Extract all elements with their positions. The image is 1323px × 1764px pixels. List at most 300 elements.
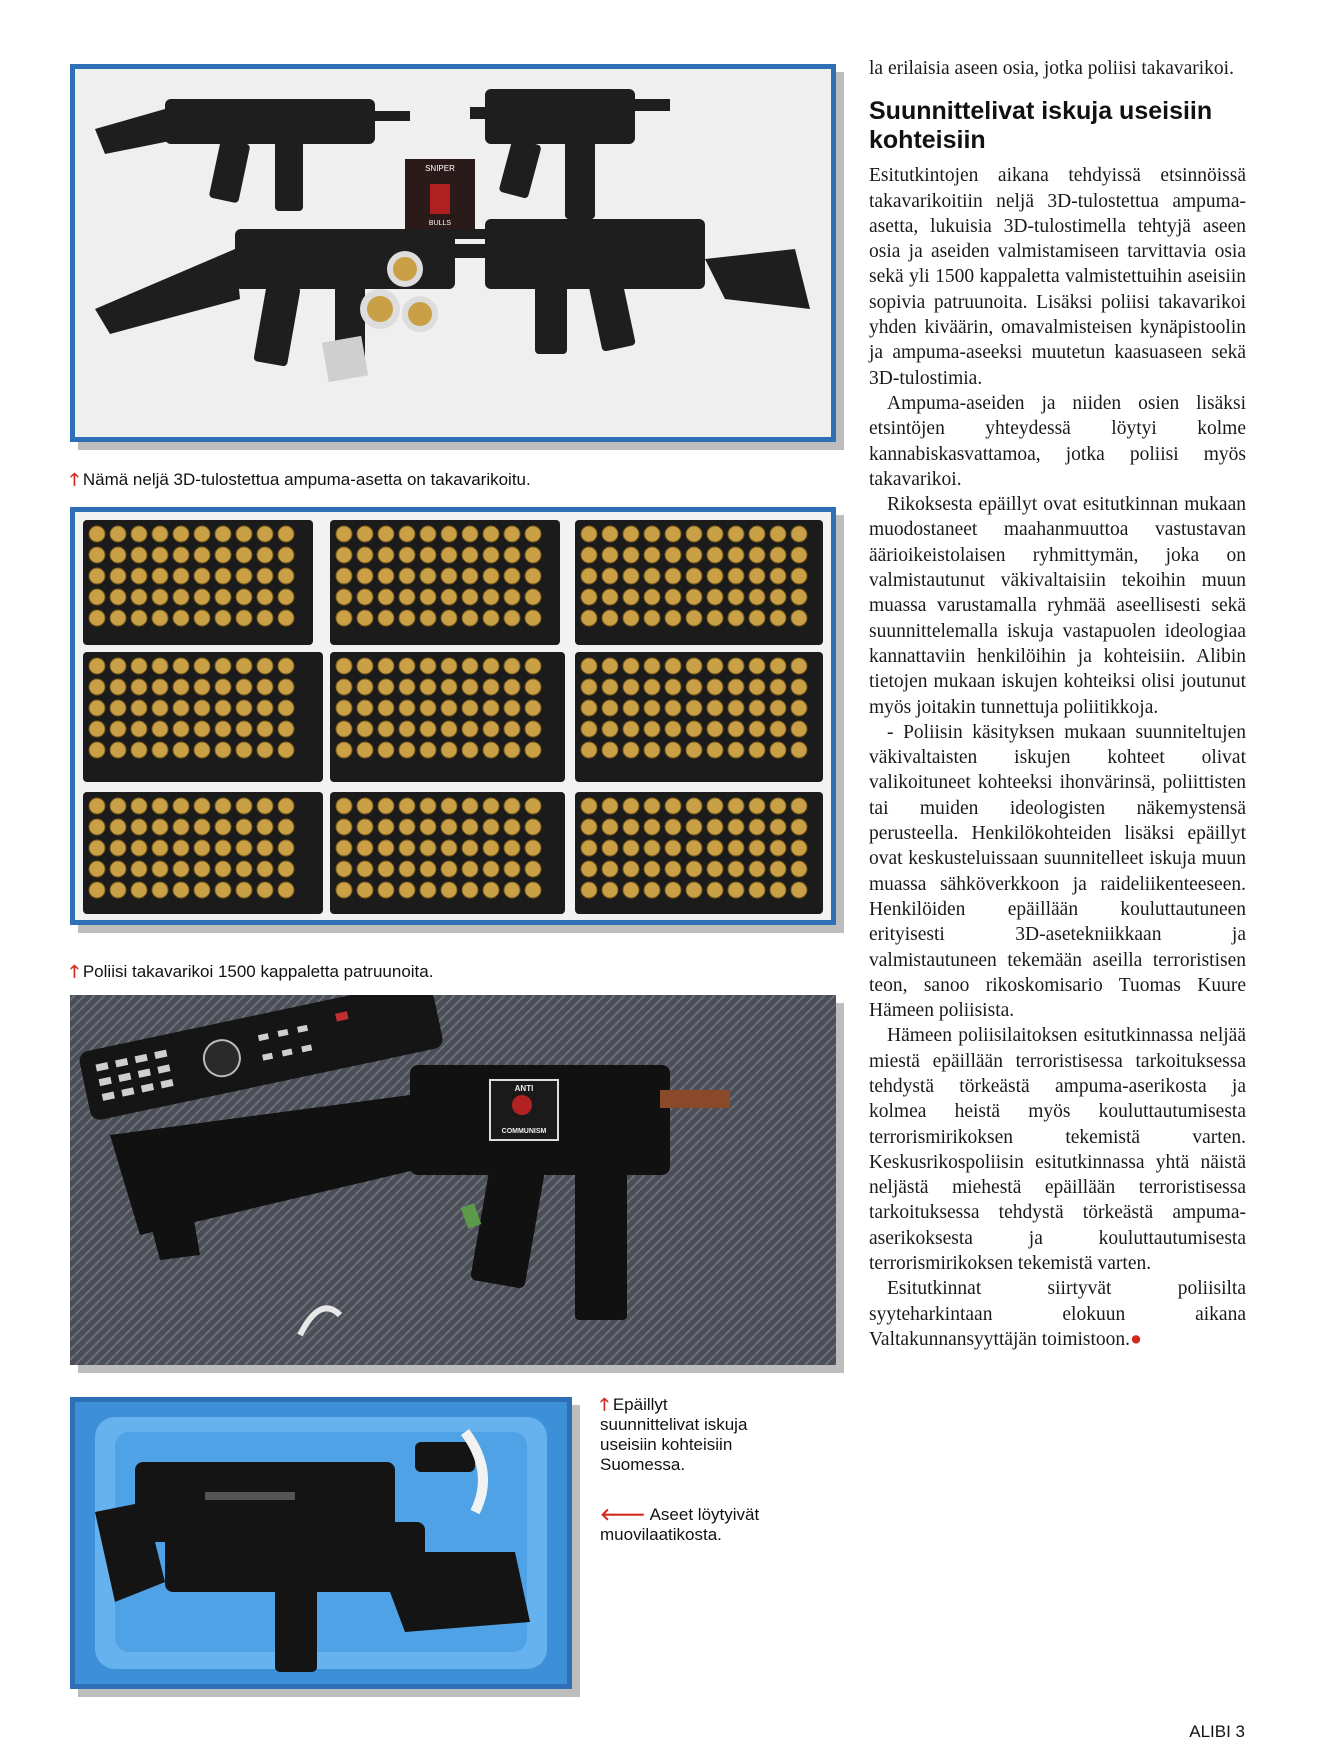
cartridge (728, 721, 744, 737)
cartridge (336, 861, 352, 877)
cartridge (686, 679, 702, 695)
cartridge (278, 610, 294, 626)
cartridge (644, 568, 660, 584)
cartridge (420, 700, 436, 716)
cartridge (791, 589, 807, 605)
cartridge (504, 679, 520, 695)
cartridge (378, 700, 394, 716)
cartridge (462, 547, 478, 563)
cartridge (441, 798, 457, 814)
caption-guns-text: Nämä neljä 3D-tulostettua ampuma-asetta on takavarikoitu. (82, 470, 531, 489)
cartridge (257, 610, 273, 626)
cartridge (378, 658, 394, 674)
cartridge (399, 840, 415, 856)
cartridge (581, 861, 597, 877)
cartridge (749, 882, 765, 898)
cartridge (110, 526, 126, 542)
cartridge (770, 547, 786, 563)
cartridge (791, 742, 807, 758)
cartridge (152, 742, 168, 758)
cartridge (357, 798, 373, 814)
cartridge (131, 742, 147, 758)
cartridge (770, 882, 786, 898)
cartridge (665, 819, 681, 835)
cartridge (525, 526, 541, 542)
cartridge (686, 658, 702, 674)
carpet-image (70, 995, 836, 1365)
cartridge (152, 721, 168, 737)
cartridge (420, 840, 436, 856)
cartridge (89, 568, 105, 584)
cartridge (378, 547, 394, 563)
cartridge (770, 798, 786, 814)
cartridge (399, 547, 415, 563)
cartridge (707, 679, 723, 695)
cartridge (707, 526, 723, 542)
cartridge (110, 658, 126, 674)
cartridge (581, 721, 597, 737)
cartridge (462, 700, 478, 716)
caption-box-2-text: Aseet löytyivät muovilaatikosta. (600, 1505, 760, 1544)
cartridge (602, 882, 618, 898)
cartridge (623, 882, 639, 898)
cartridge (131, 882, 147, 898)
cartridge (378, 882, 394, 898)
cartridge (686, 840, 702, 856)
cartridge (749, 840, 765, 856)
cartridge (728, 547, 744, 563)
cartridge (152, 526, 168, 542)
cartridge (152, 547, 168, 563)
cartridge (173, 742, 189, 758)
cartridge (770, 700, 786, 716)
cartridge (357, 882, 373, 898)
cartridge (336, 547, 352, 563)
cartridge (110, 882, 126, 898)
cartridge (357, 547, 373, 563)
cartridge (278, 679, 294, 695)
cartridge (770, 721, 786, 737)
cartridge (278, 798, 294, 814)
cartridge (152, 700, 168, 716)
cartridge (441, 658, 457, 674)
cartridge (749, 742, 765, 758)
cartridge (420, 568, 436, 584)
cartridge (173, 721, 189, 737)
cartridge (728, 882, 744, 898)
cartridge (131, 721, 147, 737)
cartridge (441, 568, 457, 584)
photo-guns (70, 64, 836, 442)
cartridge (236, 882, 252, 898)
cartridge (581, 679, 597, 695)
photo-ammo (70, 507, 836, 925)
cartridge (623, 721, 639, 737)
cartridge (194, 700, 210, 716)
cartridge (110, 679, 126, 695)
cartridge (770, 819, 786, 835)
cartridge (791, 700, 807, 716)
caption-ammo-text: Poliisi takavarikoi 1500 kappaletta patruunoita. (82, 962, 434, 981)
cartridge (110, 798, 126, 814)
cartridge (257, 798, 273, 814)
cartridge (420, 721, 436, 737)
cartridge (749, 679, 765, 695)
cartridge (336, 840, 352, 856)
cartridge (770, 568, 786, 584)
cartridge (504, 568, 520, 584)
article-paragraph: Hämeen poliisilaitoksen esitutkinnassa neljää miestä epäillään terroristisessa tarkoituksessa tehdystä törkeästä ampuma-aserikosta ja kolmea heistä myös kouluttautumisesta terrorismirikoksen tekemistä varten. Keskusrikospoliisin esitutkinnassa yhtä näistä neljästä miehestä epäillään terroristisessa tarkoituksessa tehdystä törkeästä ampuma-aserikoksesta ja kouluttautumisesta terrorismirikoksen tekemistä varten. (869, 1025, 1246, 1275)
cartridge (728, 861, 744, 877)
cartridge (152, 658, 168, 674)
cartridge (357, 721, 373, 737)
cartridge (278, 840, 294, 856)
cartridge (644, 679, 660, 695)
cartridge (152, 819, 168, 835)
cartridge (399, 589, 415, 605)
cartridge (420, 658, 436, 674)
cartridge (110, 568, 126, 584)
cartridge (462, 610, 478, 626)
cartridge (131, 819, 147, 835)
cartridge (336, 798, 352, 814)
cartridge (791, 526, 807, 542)
cartridge (665, 742, 681, 758)
cartridge (623, 798, 639, 814)
cartridge (89, 721, 105, 737)
cartridge (686, 568, 702, 584)
cartridge (336, 700, 352, 716)
cartridge (194, 840, 210, 856)
cartridge (791, 861, 807, 877)
cartridge (665, 721, 681, 737)
cartridge (462, 840, 478, 856)
cartridge (483, 742, 499, 758)
article-paragraph: Rikoksesta epäillyt ovat esitutkinnan mukaan muodostaneet maahanmuuttoa vastustavan äärioikeistolaisen ryhmittymän, joka on valmistautunut väkivaltaisiin tekoihin muun muassa varustamalla ryhmää aseellisesti sekä suunnittelemalla iskuja vastapuolen ideologiaa kannattaviin henkilöihin ja kohteisiin. Alibin tietojen mukaan iskujen kohteiksi olisi joutunut myös joitakin tunnettuja poliitikkoja. (869, 494, 1246, 718)
cartridge (357, 840, 373, 856)
cartridge (707, 861, 723, 877)
cartridge (236, 568, 252, 584)
cartridge (686, 547, 702, 563)
cd-label-bottom: BULLS (428, 220, 452, 227)
cartridge (525, 589, 541, 605)
cartridge (602, 610, 618, 626)
cartridge (581, 610, 597, 626)
cartridge (644, 861, 660, 877)
cartridge (623, 819, 639, 835)
cartridge (483, 547, 499, 563)
cartridge (336, 610, 352, 626)
cartridge (420, 679, 436, 695)
cartridge (89, 861, 105, 877)
cartridge (602, 526, 618, 542)
cartridge (581, 798, 597, 814)
cartridge (770, 840, 786, 856)
cartridge (173, 882, 189, 898)
cartridge (665, 610, 681, 626)
arrow-up-icon: 🡑 (600, 1395, 609, 1414)
cartridge (581, 840, 597, 856)
cartridge (623, 700, 639, 716)
cartridge (194, 882, 210, 898)
cartridge (378, 861, 394, 877)
cartridge (89, 679, 105, 695)
cartridge (686, 721, 702, 737)
cartridge (236, 742, 252, 758)
cartridge (665, 568, 681, 584)
cartridge (749, 798, 765, 814)
cartridge (749, 547, 765, 563)
cartridge (581, 526, 597, 542)
cartridge (602, 742, 618, 758)
cartridge (728, 589, 744, 605)
cartridge (131, 798, 147, 814)
cartridge (665, 679, 681, 695)
cartridge (257, 882, 273, 898)
cartridge (791, 547, 807, 563)
cartridge (462, 819, 478, 835)
cartridge (462, 798, 478, 814)
cartridge (173, 526, 189, 542)
cartridge (378, 798, 394, 814)
cartridge (257, 819, 273, 835)
cartridge (378, 610, 394, 626)
cartridge (131, 568, 147, 584)
cartridge (623, 742, 639, 758)
cartridge (215, 819, 231, 835)
cartridge (791, 840, 807, 856)
cartridge (623, 679, 639, 695)
cartridge (378, 819, 394, 835)
cartridge (686, 861, 702, 877)
cartridge (770, 679, 786, 695)
cartridge (749, 700, 765, 716)
cartridge (194, 721, 210, 737)
cartridge (602, 798, 618, 814)
cartridge (152, 679, 168, 695)
cartridge (581, 882, 597, 898)
cartridge (686, 819, 702, 835)
cartridge (525, 610, 541, 626)
cartridge (131, 679, 147, 695)
cartridge (728, 840, 744, 856)
cartridge (378, 840, 394, 856)
cartridge (399, 610, 415, 626)
cartridge (152, 589, 168, 605)
cartridge (357, 610, 373, 626)
cartridge (707, 658, 723, 674)
cartridge (602, 721, 618, 737)
cartridge (257, 742, 273, 758)
cartridge (770, 610, 786, 626)
cartridge (504, 742, 520, 758)
cartridge (236, 589, 252, 605)
article-paragraph-last (869, 1276, 1246, 1352)
cartridge (749, 861, 765, 877)
cartridge (194, 547, 210, 563)
cartridge (110, 840, 126, 856)
cartridge (236, 658, 252, 674)
cartridge (357, 819, 373, 835)
cartridge (278, 568, 294, 584)
cartridge (749, 658, 765, 674)
cartridge (257, 568, 273, 584)
cartridge (110, 547, 126, 563)
cartridge (483, 610, 499, 626)
cartridge (236, 547, 252, 563)
cartridge (770, 658, 786, 674)
cartridge (215, 721, 231, 737)
cartridge (525, 679, 541, 695)
cartridge (686, 526, 702, 542)
cartridge (602, 568, 618, 584)
cartridge (257, 526, 273, 542)
arrow-up-icon: 🡑 (70, 470, 79, 489)
cartridge (131, 610, 147, 626)
cartridge (257, 721, 273, 737)
cartridge (441, 861, 457, 877)
cartridge (236, 610, 252, 626)
cartridge (462, 721, 478, 737)
cartridge (504, 658, 520, 674)
cartridge (770, 589, 786, 605)
cartridge (152, 840, 168, 856)
cartridge (336, 721, 352, 737)
cartridge (420, 861, 436, 877)
arrow-left-icon: 🡐 (600, 1505, 646, 1524)
cartridge (602, 819, 618, 835)
cartridge (504, 526, 520, 542)
cartridge (215, 547, 231, 563)
cartridge (462, 589, 478, 605)
caption-box-2 (600, 1505, 770, 1545)
guns-image (75, 69, 831, 437)
cartridge (131, 547, 147, 563)
cartridge (462, 882, 478, 898)
cartridge (483, 526, 499, 542)
cartridge (257, 589, 273, 605)
cartridge (194, 679, 210, 695)
cartridge (441, 610, 457, 626)
cartridge (215, 610, 231, 626)
cartridge (644, 658, 660, 674)
cartridge (236, 526, 252, 542)
cartridge (483, 721, 499, 737)
cartridge (173, 798, 189, 814)
cartridge (441, 840, 457, 856)
cartridge (194, 610, 210, 626)
cartridge (152, 798, 168, 814)
cartridge (581, 819, 597, 835)
cartridge (707, 547, 723, 563)
cartridge (378, 568, 394, 584)
cartridge (525, 861, 541, 877)
page-footer: ALIBI 3 (1189, 1722, 1245, 1741)
cartridge (89, 547, 105, 563)
cartridge (707, 798, 723, 814)
cartridge (602, 547, 618, 563)
cartridge (420, 798, 436, 814)
article-paragraph: Ampuma-aseiden ja niiden osien lisäksi etsintöjen yhteydessä löytyi kolme kannabiskasvattamoa, jotka poliisi myös takavarikoi. (869, 392, 1246, 490)
cartridge (89, 840, 105, 856)
cartridge (623, 547, 639, 563)
cartridge (504, 840, 520, 856)
cartridge (504, 819, 520, 835)
cartridge (236, 679, 252, 695)
cartridge (215, 882, 231, 898)
cartridge (791, 819, 807, 835)
cartridge (378, 526, 394, 542)
cartridge (623, 861, 639, 877)
arrow-up-icon: 🡑 (70, 962, 79, 981)
cartridge (644, 526, 660, 542)
cartridge (770, 526, 786, 542)
cartridge (336, 742, 352, 758)
caption-box-1 (600, 1395, 770, 1475)
cartridge (215, 679, 231, 695)
cartridge (152, 861, 168, 877)
cartridge (399, 526, 415, 542)
cartridge (483, 798, 499, 814)
cartridge (152, 882, 168, 898)
cartridge (525, 721, 541, 737)
cartridge (236, 798, 252, 814)
cartridge (483, 700, 499, 716)
cartridge (441, 547, 457, 563)
cartridge (278, 547, 294, 563)
cartridge (623, 589, 639, 605)
cartridge (665, 861, 681, 877)
cartridge (357, 861, 373, 877)
cartridge (89, 589, 105, 605)
cartridge (728, 679, 744, 695)
cartridge (728, 610, 744, 626)
cartridge (399, 742, 415, 758)
cartridge (173, 658, 189, 674)
cartridge (525, 700, 541, 716)
cartridge (173, 819, 189, 835)
cartridge (257, 700, 273, 716)
cartridge (399, 679, 415, 695)
cartridge (749, 819, 765, 835)
cartridge (483, 840, 499, 856)
cartridge (194, 589, 210, 605)
cartridge (399, 658, 415, 674)
cartridge (602, 658, 618, 674)
cartridge (357, 589, 373, 605)
cartridge (357, 658, 373, 674)
cartridge (399, 721, 415, 737)
cartridge (399, 882, 415, 898)
cartridge (707, 721, 723, 737)
cartridge (215, 798, 231, 814)
cartridge (110, 819, 126, 835)
cartridge (525, 658, 541, 674)
cartridge (686, 798, 702, 814)
cartridge (504, 861, 520, 877)
end-mark-icon: ● (1130, 1328, 1142, 1350)
article-closing-text: Esitutkinnat siirtyvät poliisilta syyteharkintaan elokuun aikana Valtakunnansyyttäjän toimistoon. (869, 1278, 1246, 1350)
cartridge (665, 840, 681, 856)
cartridge (504, 798, 520, 814)
cartridge (462, 658, 478, 674)
cartridge (525, 840, 541, 856)
cartridge (110, 721, 126, 737)
cartridge (665, 526, 681, 542)
cartridge (462, 526, 478, 542)
cartridge (749, 589, 765, 605)
cartridge (131, 840, 147, 856)
